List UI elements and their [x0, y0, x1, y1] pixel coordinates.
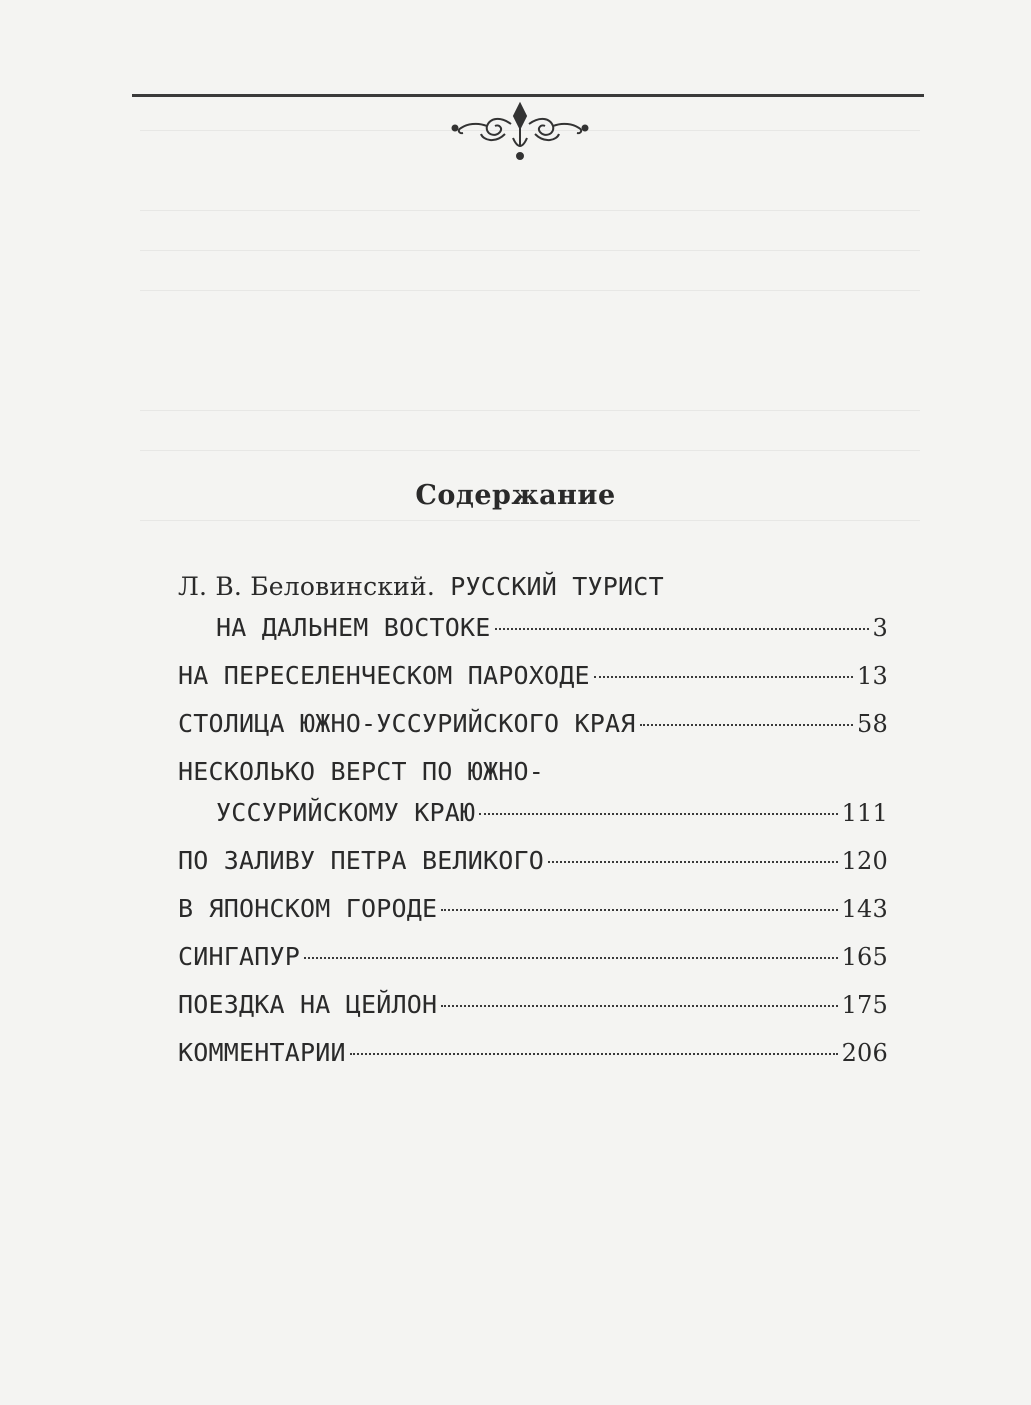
- toc-entry: [178, 936, 888, 978]
- toc-page-number: 143: [841, 895, 888, 923]
- toc-entry-first-line: НЕСКОЛЬКО ВЕРСТ ПО ЮЖНО-: [178, 757, 545, 786]
- toc-entry-last-line: [178, 792, 888, 834]
- bleed-through-line: [140, 520, 920, 521]
- page-title: Содержание: [415, 480, 616, 511]
- dot-leader: [350, 1053, 838, 1055]
- toc-entry: [178, 984, 888, 1026]
- toc-entry-last-line: [178, 607, 888, 649]
- toc-entry-title: НА ПЕРЕСЕЛЕНЧЕСКОМ ПАРОХОДЕ: [178, 661, 590, 690]
- toc-entry-line: [178, 655, 888, 697]
- toc-entry: [178, 655, 888, 697]
- toc-entry-title: ПО ЗАЛИВУ ПЕТРА ВЕЛИКОГО: [178, 846, 545, 875]
- toc-entry-title-part: НА ДАЛЬНЕМ ВОСТОКЕ: [216, 613, 491, 642]
- toc-page-number: 13: [857, 662, 888, 690]
- dot-leader: [441, 1005, 837, 1007]
- toc-entry: [178, 566, 888, 649]
- dot-leader: [441, 909, 837, 911]
- dot-leader: [594, 676, 853, 678]
- dot-leader: [640, 724, 854, 726]
- toc-entry-title: ПОЕЗДКА НА ЦЕЙЛОН: [178, 990, 438, 1019]
- dot-leader: [495, 628, 869, 630]
- toc-entry-title: В ЯПОНСКОМ ГОРОДЕ: [178, 894, 438, 923]
- toc-page-number: 3: [872, 614, 888, 642]
- toc-entry-first-line: [178, 566, 888, 607]
- toc-page-number: 206: [841, 1039, 888, 1067]
- toc-entry-title: СТОЛИЦА ЮЖНО-УССУРИЙСКОГО КРАЯ: [178, 709, 636, 738]
- toc-entry: [178, 703, 888, 745]
- toc-entry: [178, 888, 888, 930]
- dot-leader: [479, 813, 837, 815]
- toc-entry: [178, 840, 888, 882]
- toc-page-number: 111: [841, 799, 888, 827]
- flourish-ornament-icon: [445, 96, 595, 166]
- toc-entry-title: КОММЕНТАРИИ: [178, 1038, 346, 1067]
- toc-page-number: 58: [857, 710, 888, 738]
- toc-entry-line: [178, 1032, 888, 1074]
- toc-author: Л. В. Беловинский.: [178, 572, 436, 601]
- bleed-through-line: [140, 410, 920, 411]
- toc-entry-title-part: УССУРИЙСКОМУ КРАЮ: [216, 798, 476, 827]
- bleed-through-line: [140, 250, 920, 251]
- bleed-through-line: [140, 290, 920, 291]
- bleed-through-line: [140, 450, 920, 451]
- dot-leader: [304, 957, 838, 959]
- toc-entry-title: СИНГАПУР: [178, 942, 301, 971]
- toc-entry: [178, 751, 888, 834]
- toc-entry-line: [178, 703, 888, 745]
- toc-entry-line: [178, 984, 888, 1026]
- toc-page-number: 175: [841, 991, 888, 1019]
- bleed-through-line: [140, 210, 920, 211]
- toc-entry-line: [178, 840, 888, 882]
- toc-entry: [178, 1032, 888, 1074]
- toc-entry-title-part: РУССКИЙ ТУРИСТ: [450, 572, 664, 601]
- toc-page-number: 165: [841, 943, 888, 971]
- table-of-contents: [178, 560, 888, 1074]
- toc-page-number: 120: [841, 847, 888, 875]
- dot-leader: [548, 861, 838, 863]
- toc-entry-line: [178, 888, 888, 930]
- toc-entry-line: [178, 936, 888, 978]
